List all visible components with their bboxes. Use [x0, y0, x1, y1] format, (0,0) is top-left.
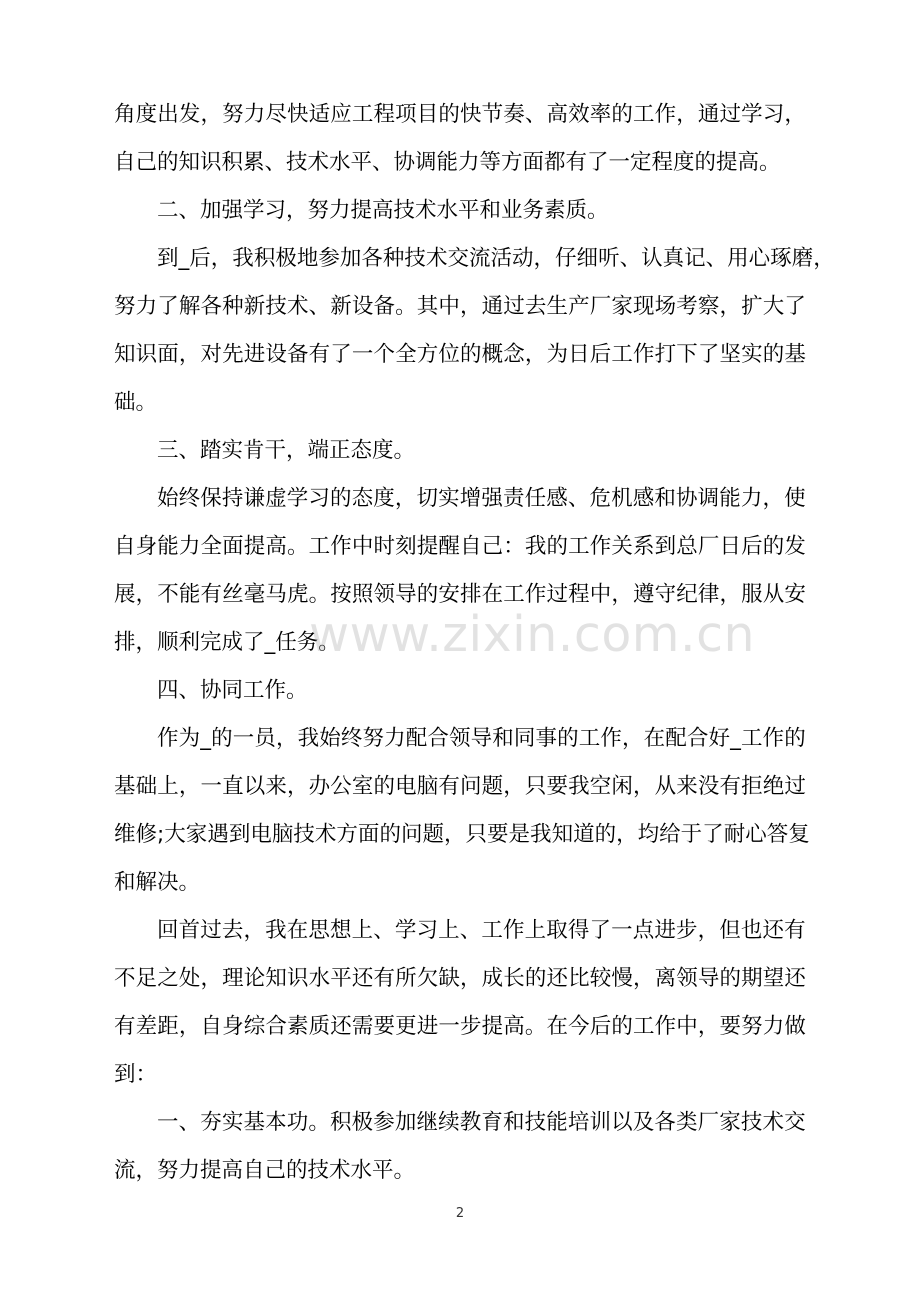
text-line: 到：	[114, 1062, 158, 1087]
text-line: 角 度 出 发 ， 努 力 尽 快 适 应 工 程 项 目 的 快 节 奏 、 高 效 率 的 工 作 ， 通 过 学 习 ，	[114, 102, 806, 127]
text-line: 有 差 距 ， 自 身 综 合 素 质 还 需 要 更 进 一 步 提 高 。 在 今 后 的 工 作 中 ， 要 努 力 做	[114, 1014, 806, 1039]
text-line: 四、协同工作。	[157, 678, 308, 703]
text-line: 自 身 能 力 全 面 提 高 。 工 作 中 时 刻 提 醒 自 己 ： 我 的 工 作 关 系 到 总 厂 日 后 的 发	[114, 534, 806, 559]
watermark: www.zixin.com.cn	[309, 606, 756, 663]
text-line: 流，努力提高自己的技术水平。	[114, 1158, 416, 1183]
text-line: 维 修 ; 大 家 遇 到 电 脑 技 术 方 面 的 问 题 ， 只 要 是 我 知 道 的 ， 均 给 于 了 耐 心 答 复	[114, 822, 810, 847]
text-line: 作 为 _ 的 一 员 ， 我 始 终 努 力 配 合 领 导 和 同 事 的 工 作 ， 在 配 合 好 _ 工 作 的	[157, 726, 806, 751]
text-line: 回 首 过 去 ， 我 在 思 想 上 、 学 习 上 、 工 作 上 取 得 了 一 点 进 步 ， 但 也 还 有	[157, 918, 806, 943]
text-line: 自己的知识积累、技术水平、协调能力等方面都有了一定程度的提高。	[114, 150, 781, 175]
text-line: 三、踏实肯干，端正态度。	[157, 438, 416, 463]
text-line: 到 _ 后 ， 我 积 极 地 参 加 各 种 技 术 交 流 活 动 ， 仔 细 听 、 认 真 记 、 用 心 琢 磨 ，	[157, 246, 835, 271]
text-line: 础。	[114, 390, 158, 415]
text-line: 排，顺利完成了_任务。	[114, 630, 340, 655]
text-line: 不 足 之 处 ， 理 论 知 识 水 平 还 有 所 欠 缺 ， 成 长 的 还 比 较 慢 ， 离 领 导 的 期 望 还	[114, 966, 806, 991]
text-line: 知 识 面 ， 对 先 进 设 备 有 了 一 个 全 方 位 的 概 念 ， 为 日 后 工 作 打 下 了 坚 实 的 基	[114, 342, 806, 367]
text-line: 展 ， 不 能 有 丝 毫 马 虎 。 按 照 领 导 的 安 排 在 工 作 过 程 中 ， 遵 守 纪 律 ， 服 从 安	[114, 582, 806, 607]
text-line: 一 、 夯 实 基 本 功 。 积 极 参 加 继 续 教 育 和 技 能 培 训 以 及 各 类 厂 家 技 术 交	[157, 1110, 806, 1135]
text-line: 始 终 保 持 谦 虚 学 习 的 态 度 ， 切 实 增 强 责 任 感 、 危 机 感 和 协 调 能 力 ， 使	[157, 486, 806, 511]
text-line: 基 础 上 ， 一 直 以 来 ， 办 公 室 的 电 脑 有 问 题 ， 只 要 我 空 闲 ， 从 来 没 有 拒 绝 过	[114, 774, 806, 799]
text-line: 努 力 了 解 各 种 新 技 术 、 新 设 备 。 其 中 ， 通 过 去 生 产 厂 家 现 场 考 察 ， 扩 大 了	[114, 294, 806, 319]
text-line: 二、加强学习，努力提高技术水平和业务素质。	[157, 198, 609, 223]
text-line: 和解决。	[114, 870, 201, 895]
page-number: 2	[455, 1206, 465, 1221]
